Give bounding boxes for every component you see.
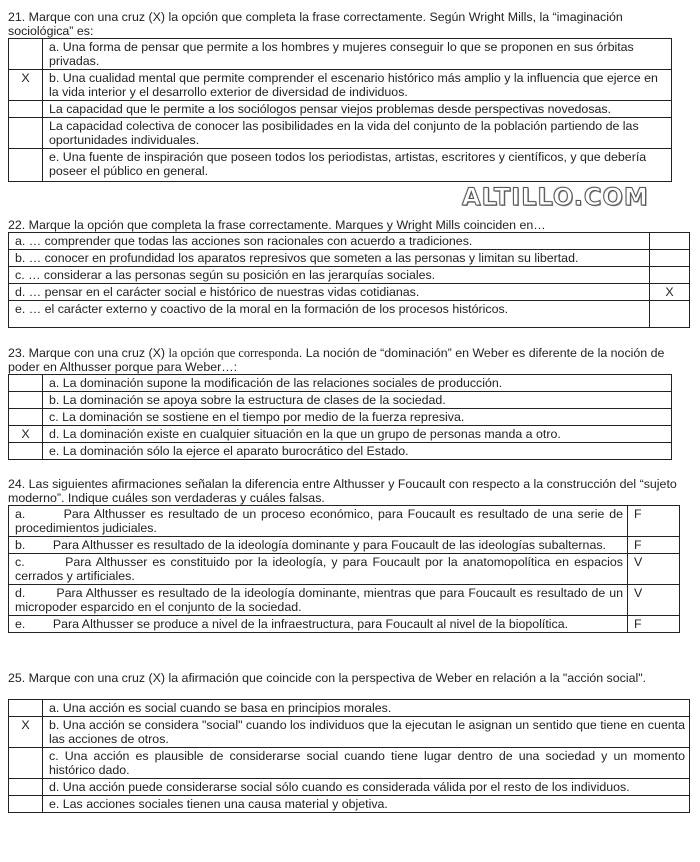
option-row (9, 717, 690, 748)
option-text: a. … comprender que todas las acciones son racionales con acuerdo a tradiciones. (9, 233, 650, 250)
option-row (9, 409, 672, 426)
option-text: e. … el carácter externo y coactivo de la moral en la formación de los procesos históricos. (9, 301, 650, 328)
option-row (9, 284, 690, 301)
mark-cell: X (9, 717, 43, 748)
statement-text: c. Para Althusser es constituido por la ideología, y para Foucault por la anatomopolítica en espacios cerrados y artificiales. (9, 554, 628, 585)
statement-text: a. Para Althusser es resultado de un proceso económico, para Foucault es resultado de una serie de procedimientos judiciales. (9, 506, 628, 537)
option-row (9, 39, 672, 70)
statement-text: d. Para Althusser es resultado de la ideología dominante, mientras que para Foucault es resultado de un micropoder esparcido en el conjunto de la sociedad. (9, 585, 628, 616)
statement-row (9, 537, 680, 554)
question-22 (8, 218, 690, 328)
statement-text: b. Para Althusser es resultado de la ideología dominante y para Foucault de las ideologías subalternas. (9, 537, 628, 554)
option-text: c. La dominación se sostiene en el tiempo por medio de la fuerza represiva. (43, 409, 672, 426)
mark-cell (9, 101, 43, 118)
question-25-text: 25. Marque con una cruz (X) la afirmación que coincide con la perspectiva de Weber en relación a la "acción social". (8, 671, 647, 685)
question-23-options (8, 374, 672, 460)
mark-cell (650, 267, 690, 284)
option-text: d. La dominación existe en cualquier situación en la que un grupo de personas manda a otro. (43, 426, 672, 443)
mark-cell: X (650, 284, 690, 301)
mark-cell (9, 748, 43, 779)
option-text: b. Una cualidad mental que permite comprender el escenario histórico más amplio y la influencia que ejerce en la vida interior y el desarrollo exterior de diversidad de individuos. (43, 70, 672, 101)
option-row (9, 443, 672, 460)
option-row (9, 70, 672, 101)
mark-cell (9, 779, 43, 796)
question-21-text: 21. Marque con una cruz (X) la opción que completa la frase correctamente. Según Wright Mills, la “imaginación sociológica” es: (8, 10, 623, 38)
option-row (9, 700, 690, 717)
option-text: e. Las acciones sociales tienen una causa material y objetiva. (43, 796, 690, 813)
mark-cell (9, 700, 43, 717)
option-text: La capacidad colectiva de conocer las posibilidades en la vida del conjunto de la población partiendo de las oportunidades individuales. (43, 118, 672, 149)
question-25 (8, 671, 690, 813)
mark-cell: X (9, 426, 43, 443)
option-row (9, 748, 690, 779)
option-text: e. Una fuente de inspiración que poseen todos los periodistas, artistas, escritores y científicos, y que debería poseer el público en general. (43, 149, 672, 182)
statement-row (9, 585, 680, 616)
option-row (9, 233, 690, 250)
true-false-cell: V (628, 585, 680, 616)
question-23-text-a: 23. Marque con una cruz (X) (8, 346, 169, 360)
option-text: d. … pensar en el carácter social e histórico de nuestras vidas cotidianas. (9, 284, 650, 301)
mark-cell (9, 149, 43, 182)
option-text: b. … conocer en profundidad los aparatos represivos que someten a las personas y limitan su libertad. (9, 250, 650, 267)
mark-cell (9, 796, 43, 813)
question-23 (8, 346, 690, 460)
true-false-cell: F (628, 537, 680, 554)
statement-text: e. Para Althusser se produce a nivel de la infraestructura, para Foucault al nivel de la biopolítica. (9, 616, 628, 633)
option-row (9, 267, 690, 284)
watermark-logo: ALTILLO.COM (462, 183, 649, 211)
option-row (9, 250, 690, 267)
mark-cell (9, 443, 43, 460)
question-23-text (8, 346, 690, 374)
option-row (9, 101, 672, 118)
question-23-text-b: la opción que corresponda (168, 346, 299, 360)
true-false-cell: V (628, 554, 680, 585)
mark-cell (650, 233, 690, 250)
option-row (9, 149, 672, 182)
option-text: c. Una acción es plausible de considerarse social cuando tiene lugar dentro de una sociedad y un momento histórico dado. (43, 748, 690, 779)
option-text: c. … considerar a las personas según su posición en las jerarquías sociales. (9, 267, 650, 284)
option-text: a. La dominación supone la modificación de las relaciones sociales de producción. (43, 375, 672, 392)
mark-cell (9, 118, 43, 149)
mark-cell (650, 301, 690, 328)
option-text: a. Una acción es social cuando se basa en principios morales. (43, 700, 690, 717)
mark-cell (9, 409, 43, 426)
question-25-options (8, 699, 690, 813)
question-24 (8, 477, 690, 633)
option-row (9, 796, 690, 813)
option-text: e. La dominación sólo la ejerce el aparato burocrático del Estado. (43, 443, 672, 460)
question-22-options (8, 232, 690, 328)
option-row (9, 392, 672, 409)
option-text: a. Una forma de pensar que permite a los hombres y mujeres conseguir lo que se proponen en sus órbitas privadas. (43, 39, 672, 70)
mark-cell: X (9, 70, 43, 101)
true-false-cell: F (628, 616, 680, 633)
question-22-text: 22. Marque la opción que completa la frase correctamente. Marques y Wright Mills coinciden en… (8, 218, 546, 232)
mark-cell (9, 375, 43, 392)
question-24-text: 24. Las siguientes afirmaciones señalan la diferencia entre Althusser y Foucault con respecto a la construcción del “sujeto moderno”. Indique cuáles son verdaderas y cuáles falsas. (8, 477, 677, 505)
true-false-cell: F (628, 506, 680, 537)
statement-row (9, 554, 680, 585)
option-text: b. Una acción se considera "social" cuando los individuos que la ejecutan le asignan un sentido que tiene en cuenta las acciones de otros. (43, 717, 690, 748)
option-text: b. La dominación se apoya sobre la estructura de clases de la sociedad. (43, 392, 672, 409)
option-text: d. Una acción puede considerarse social sólo cuando es considerada válida por el resto de los individuos. (43, 779, 690, 796)
option-text: La capacidad que le permite a los sociólogos pensar viejos problemas desde perspectivas novedosas. (43, 101, 672, 118)
mark-cell (9, 392, 43, 409)
question-23-text-c: . La noción de “dominación” en Weber es diferente de la noción de poder en Althusser porque para Weber…: (8, 346, 665, 374)
question-21 (8, 10, 690, 182)
statement-row (9, 506, 680, 537)
question-24-table (8, 505, 680, 633)
option-row (9, 426, 672, 443)
statement-row (9, 616, 680, 633)
option-row (9, 779, 690, 796)
question-21-options (8, 38, 672, 182)
mark-cell (650, 250, 690, 267)
mark-cell (9, 39, 43, 70)
option-row (9, 301, 690, 328)
option-row (9, 375, 672, 392)
option-row (9, 118, 672, 149)
